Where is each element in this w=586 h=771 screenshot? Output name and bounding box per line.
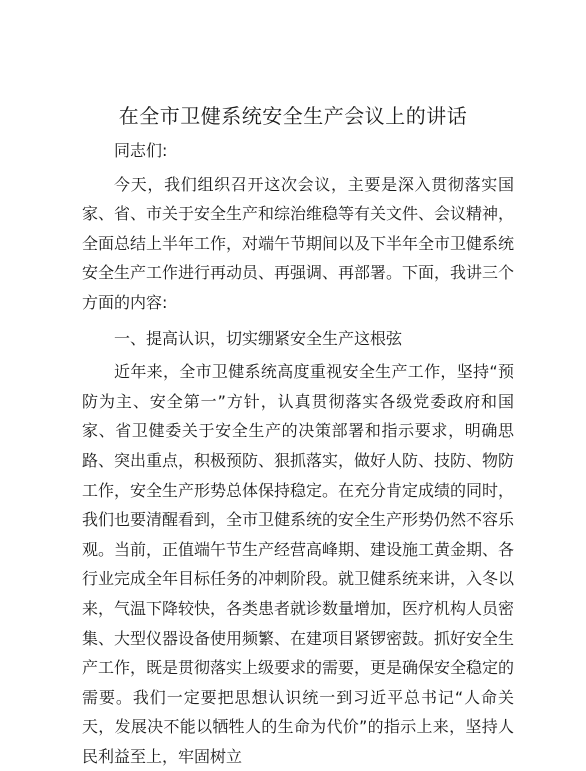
document-body <box>82 136 514 771</box>
section-heading-1: 一、提高认识，切实绷紧安全生产这根弦 <box>114 328 403 348</box>
salutation: 同志们: <box>114 141 168 160</box>
intro-paragraph: 今天，我们组织召开这次会议，主要是深入贯彻落实国家、省、市关于安全生产和综治维稳等有关文件、会议精神，全面总结上半年工作，对端午节期间以及下半年全市卫健系统安全生产工作进行再动员、再强调、再部署。下面，我讲三个方面的内容: <box>82 174 515 312</box>
section-1-paragraph: 近年来，全市卫健系统高度重视安全生产工作，坚持“预防为主、安全第一”方针，认真贯彻落实各级党委政府和国家、省卫健委关于安全生产的决策部署和指示要求，明确思路、突出重点，积极预防、狠抓落实，做好人防、技防、物防工作，安全生产形势总体保持稳定。在充分肯定成绩的同时，我们也要清醒看到，全市卫健系统的安全生产形势仍然不容乐观。当前，正值端午节生产经营高峰期、建设施工黄金期、各行业完成全年目标任务的冲刺阶段。就卫健系统来讲，入冬以来，气温下降较快，各类患者就诊数量增加，医疗机构人员密集、大型仪器设备使用频繁、在建项目紧锣密鼓。抓好安全生产工作，既是贯彻落实上级要求的需要，更是确保安全稳定的需要。我们一定要把思想认识统一到习近平总书记“人命关天，发展决不能以牺牲人的生命为代价”的指示上来，坚持人民利益至上，牢固树立 <box>82 362 515 766</box>
document-title: 在全市卫健系统安全生产会议上的讲话 <box>118 104 468 128</box>
